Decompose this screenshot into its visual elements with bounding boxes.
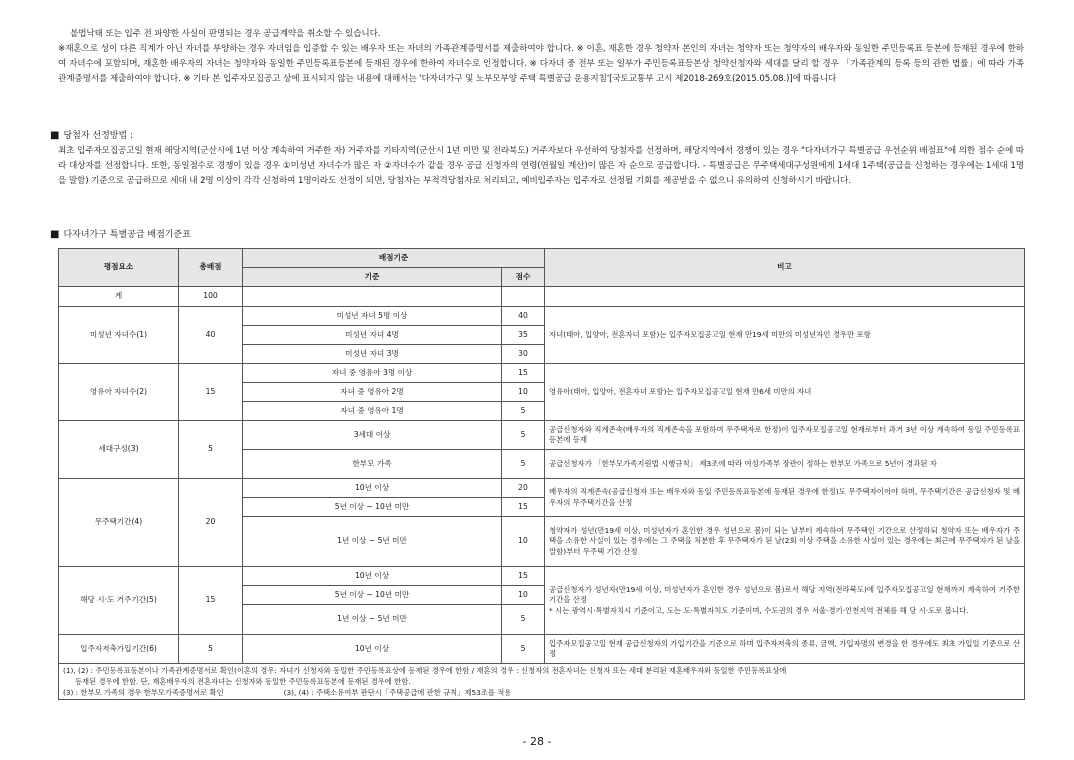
savings-note: 입주자모집공고일 현재 공급신청자의 가입기간을 기준으로 하며 입주자저축의 종류, 금액, 가입자명의 변경을 한 경우에도 최초 가입일 기준으로 산정: [545, 635, 1025, 664]
footnote-part: (3), (4) : 주택소유여부 판단시「주택공급에 관한 규칙」제53조를 적용: [283, 688, 512, 697]
header-basis: 기준: [243, 268, 502, 287]
household-note: 공급신청자와 직계존속(배우자의 직계존속을 포함하며 무주택자로 한정)이 입주자모집공고일 현재로부터 과거 3년 이상 계속하여 동일 주민등록표등본에 등재: [545, 421, 1025, 450]
household-total: 5: [179, 421, 243, 479]
basis-cell: 1년 이상 ~ 5년 미만: [243, 517, 502, 567]
footnote-part: (3) : 한부모 가족의 경우 한부모가족증명서로 확인: [63, 688, 224, 697]
score-cell: 5: [502, 421, 545, 450]
basis-cell: 3세대 이상: [243, 421, 502, 450]
criteria-table: [58, 248, 1025, 700]
criteria-heading-text: 다자녀가구 특별공급 배점기준표: [63, 230, 191, 240]
basis-cell: 자녀 중 영유아 3명 이상: [243, 364, 502, 383]
minor-total: 40: [179, 307, 243, 364]
basis-cell: 10년 이상: [243, 567, 502, 586]
table-row: [59, 307, 1025, 326]
header-criteria: 배점기준: [243, 249, 545, 268]
criteria-heading: [50, 228, 191, 242]
homeless-label: 무주택기간(4): [59, 479, 179, 567]
table-row: [59, 364, 1025, 383]
table-row: [59, 567, 1025, 586]
table-header-row: [59, 249, 1025, 268]
basis-cell: 5년 이상 ~ 10년 미만: [243, 498, 502, 517]
score-cell: 10: [502, 383, 545, 402]
square-bullet-icon: ■: [50, 229, 60, 240]
score-cell: 5: [502, 402, 545, 421]
household-note: 공급신청자가 「한부모가족지원법 시행규칙」 제3조에 따라 여성가족부 장관이 정하는 한부모 가족으로 5년이 경과된 자: [545, 450, 1025, 479]
minor-label: 미성년 자녀수(1): [59, 307, 179, 364]
infant-note: 영유아(태아, 입양아, 전혼자녀 포함)는 입주자모집공고일 현재 만6세 미만의 자녀: [545, 364, 1025, 421]
basis-cell: 한부모 가족: [243, 450, 502, 479]
basis-cell: 미성년 자녀 4명: [243, 326, 502, 345]
household-label: 세대구성(3): [59, 421, 179, 479]
selection-heading-text: 당첨자 선정방법 :: [63, 131, 134, 141]
minor-note: 자녀(태아, 입양아, 전혼자녀 포함)는 입주자모집공고일 현재 만19세 미만의 미성년자인 경우만 포함: [545, 307, 1025, 364]
intro-line: 불법낙태 또는 입주 전 파양한 사실이 판명되는 경우 공급계약을 취소할 수 있습니다.: [70, 29, 381, 39]
score-cell: 35: [502, 326, 545, 345]
footnote-line: [63, 687, 1020, 698]
table-row: [59, 421, 1025, 450]
header-remarks: 비고: [545, 249, 1025, 287]
footnote-line: (1), (2) : 주민등록표등본이나 가족관계증명서로 확인(이혼의 경우: 자녀가 신청자와 동일한 주민등록표상에 등재된 경우에 한함 / 재혼의 경우 : 신청자의 전혼자녀는 신청자 또는 세대 분리된 재혼배우자와 동일한 주민등록표상에: [63, 666, 787, 675]
basis-cell: 자녀 중 영유아 1명: [243, 402, 502, 421]
basis-cell: 5년 이상 ~ 10년 미만: [243, 586, 502, 605]
homeless-total: 20: [179, 479, 243, 567]
total-label: 계: [59, 287, 179, 307]
residence-note: 공급신청자가 성년자(만19세 이상, 미성년자가 혼인한 경우 성년으로 봄)로서 해당 지역(전라북도)에 입주자모집공고일 현재까지 계속하여 거주한 기간을 산정 * 시는 광역시·특별자치시 기준이고, 도는 도·특별자치도 기준이며, 수도권의 경우 서울·경기·인천지역 전체를 해 당 시·도로 봅니다.: [545, 567, 1025, 635]
basis-cell: 1년 이상 ~ 5년 미만: [243, 605, 502, 635]
savings-label: 입주자저축가입기간(6): [59, 635, 179, 664]
footnotes: [59, 664, 1025, 700]
table-row: [59, 635, 1025, 664]
score-cell: 5: [502, 605, 545, 635]
infant-label: 영유아 자녀수(2): [59, 364, 179, 421]
savings-total: 5: [179, 635, 243, 664]
score-cell: 10: [502, 517, 545, 567]
page-number: - 28 -: [522, 735, 552, 748]
score-cell: 15: [502, 364, 545, 383]
table-footnote-row: [59, 664, 1025, 700]
basis-cell: 미성년 자녀 3명: [243, 345, 502, 364]
score-cell: 10: [502, 586, 545, 605]
selection-heading: [50, 129, 133, 143]
selection-body: [58, 144, 1024, 189]
residence-label: 해당 시·도 거주기간(5): [59, 567, 179, 635]
header-factor: 평점요소: [59, 249, 179, 287]
intro-text: [58, 27, 1024, 87]
score-cell: 30: [502, 345, 545, 364]
total-value: 100: [179, 287, 243, 307]
footnote-line: 등재된 경우에 한함. 단, 재혼배우자의 전혼자녀는 신청자와 동일한 주민등록표등본에 등재된 경우에 한함.: [75, 677, 411, 686]
score-cell: 5: [502, 635, 545, 664]
homeless-note-1: 배우자의 직계존속(공급신청자 또는 배우자와 동일 주민등록표등본에 등재된 경우에 한정)도 무주택자이어야 하며, 무주택기간은 공급신청자 및 배우자의 무주택기간을 산정: [545, 479, 1025, 517]
residence-total: 15: [179, 567, 243, 635]
basis-cell: 10년 이상: [243, 635, 502, 664]
score-cell: 15: [502, 567, 545, 586]
homeless-note-2: 청약자가 성년(만19세 이상, 미성년자가 혼인한 경우 성년으로 봄)이 되는 날부터 계속하여 무주택인 기간으로 산정하되 청약자 또는 배우자가 주택을 소유한 사실이 있는 경우에는 그 주택을 처분한 후 무주택자가 된 날(2회 이상 주택을 소유한 사실이 있는 경우에는 최근에 무주택자가 된 날을 말함)부터 무주택 기간 산정: [545, 517, 1025, 567]
basis-cell: 미성년 자녀 5명 이상: [243, 307, 502, 326]
table-row: [59, 479, 1025, 498]
score-cell: 40: [502, 307, 545, 326]
table-row-total: [59, 287, 1025, 307]
header-total: 총배점: [179, 249, 243, 287]
square-bullet-icon: ■: [50, 130, 60, 141]
score-cell: 5: [502, 450, 545, 479]
infant-total: 15: [179, 364, 243, 421]
selection-body-text: 최초 입주자모집공고일 현재 해당지역(군산시에 1년 이상 계속하여 거주한 자) 거주자를 기타지역(군산시 1년 미만 및 전라북도) 거주자보다 우선하여 당첨자를 선정하며, 해당지역에서 경쟁이 있는 경우 "다자녀가구 특별공급 우선순위 배점표"에 의한 점수 순에 따라 대상자를 선정합니다. 또한, 동일점수로 경쟁이 있을 경우 ①미성년 자녀수가 많은 자 ②자녀수가 같을 경우 공급 신청자의 연령(연월일 계산)이 많은 자 순으로 공급합니다. - 특별공급은 무주택세대구성원에게 1세대 1주택(공급을 신청하는 경우에는 1세대 1명을 말함) 기준으로 공급하므로 세대 내 2명 이상이 각각 신청하여 1명이라도 선정이 되면, 당첨자는 부적격당첨자로 처리되고, 예비입주자는 입주자로 선정될 기회를 제공받을 수 없으니 유의하여 신청하시기 바랍니다.: [58, 146, 1025, 186]
header-score: 점수: [502, 268, 545, 287]
basis-cell: 10년 이상: [243, 479, 502, 498]
score-cell: 15: [502, 498, 545, 517]
basis-cell: 자녀 중 영유아 2명: [243, 383, 502, 402]
remarriage-note: ※재혼으로 성이 다른 직계가 아닌 자녀를 부양하는 경우 자녀임을 입증할 수 있는 배우자 또는 자녀의 가족관계증명서를 제출하여야 합니다. ※ 이혼, 재혼한 경우 청약자 본인의 자녀는 청약자 또는 청약자의 배우자와 동일한 주민등록표 등본에 등재된 경우에 한하여 자녀수에 포함되며, 재혼한 배우자의 자녀는 청약자와 동일한 주민등록표등본에 등재된 경우에 한하여 자녀수로 인정합니다. ※ 다자녀 중 전부 또는 일부가 주민등록표등본상 청약신청자와 세대를 달리 할 경우 「가족관계의 등록 등의 관한 법률」에 따라 가족관계증명서를 제출하여야 합니다. ※ 기타 본 입주자모집공고 상에 표시되지 않는 내용에 대해서는 '다자녀가구 및 노부모부양 주택 특별공급 운용지침'[국토교통부 고시 제2018-269호(2015.05.08.)]에 따릅니다: [58, 44, 1024, 84]
score-cell: 20: [502, 479, 545, 498]
